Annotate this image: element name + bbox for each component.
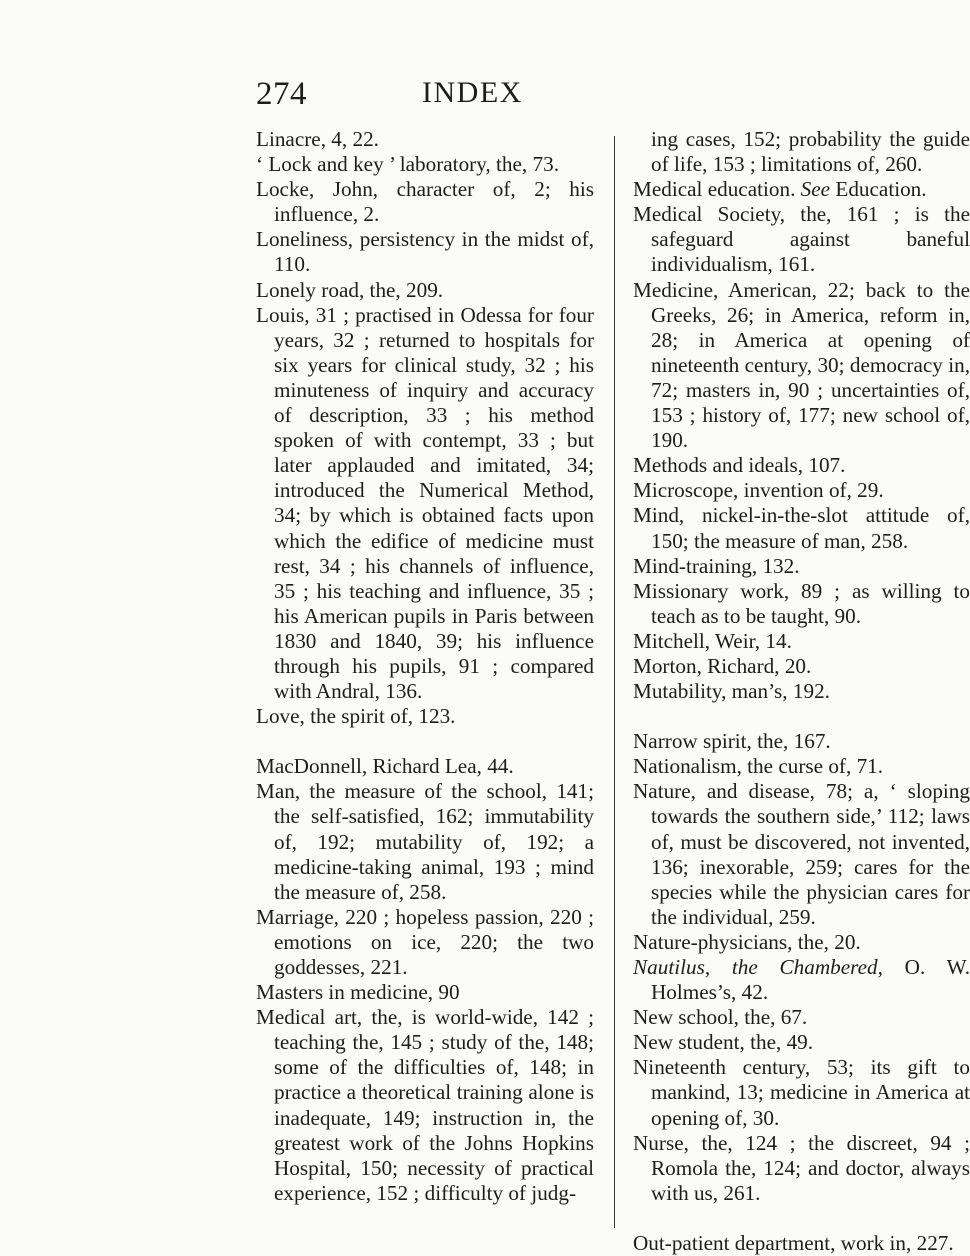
index-entry: Nationalism, the curse of, 71.: [633, 754, 884, 779]
index-entry: MacDonnell, Richard Lea, 44.: [256, 754, 514, 779]
index-entry: Nature, and disease, 78; a, ‘ sloping towards the southern side,’ 112; laws of, must be discovered, not invented, 136; inexorable, 259; cares for the species while the physician cares for the individual, 259.: [633, 779, 970, 929]
index-entry: Louis, 31 ; practised in Odessa for four years, 32 ; returned to hospitals for six years for clinical study, 32 ; his minuteness of inquiry and accuracy of description, 33 ; his method spoken of with contempt, 33 ; but later applauded and imitated, 34; introduced the Numerical Method, 34; by which is obtained facts upon which the edifice of medicine must rest, 34 ; his channels of influence, 35 ; his teaching and influence, 35 ; his American pupils in Paris between 1830 and 1840, 39; his influence through his pupils, 91 ; compared with Andral, 136.: [256, 302, 594, 704]
index-entry: Linacre, 4, 22.: [256, 127, 379, 151]
index-entry: New school, the, 67.: [633, 1005, 808, 1030]
index-entry: Mitchell, Weir, 14.: [633, 628, 792, 653]
index-entry: Nature-physicians, the, 20.: [633, 929, 861, 954]
index-entry: Man, the measure of the school, 141; the self-satisfied, 162; immutability of, 192; mutability of, 192; a medicine-taking animal, 193 ; mind the measure of, 258.: [256, 779, 594, 904]
index-entry: Marriage, 220 ; hopeless passion, 220 ; emotions on ice, 220; the two goddesses, 221.: [256, 904, 594, 979]
index-entry-pre: Medical education.: [633, 177, 801, 202]
index-entry: [633, 177, 970, 202]
index-entry: Missionary work, 89 ; as willing to teach as to be taught, 90.: [633, 578, 970, 628]
index-entry: Medical Society, the, 161 ; is the safeguard against baneful individualism, 161.: [633, 202, 970, 277]
index-entry: Loneliness, persistency in the midst of, 110.: [256, 227, 594, 277]
index-entry-italic: See: [800, 177, 831, 202]
index-entry: Morton, Richard, 20.: [633, 653, 812, 678]
index-column-left: [256, 127, 594, 1206]
index-entry: ing cases, 152; probability the guide of life, 153 ; limitations of, 260.: [651, 127, 970, 177]
index-entry: ‘ Lock and key ’ laboratory, the, 73.: [256, 152, 559, 177]
index-entry: Narrow spirit, the, 167.: [633, 729, 831, 754]
index-entry: Nineteenth century, 53; its gift to mankind, 13; medicine in America at opening of, 30.: [633, 1055, 970, 1130]
page-title: INDEX: [422, 76, 523, 109]
index-entry: Out-patient department, work in, 227.: [633, 1230, 954, 1255]
index-entry: Mind-training, 132.: [633, 553, 800, 578]
index-entry: New student, the, 49.: [633, 1030, 814, 1055]
index-entry: [633, 955, 970, 1005]
index-entry: Medicine, American, 22; back to the Greeks, 26; in America, reform in, 28; in America at opening of nineteenth century, 30; democracy in, 72; masters in, 90 ; uncertainties of, 153 ; history of, 177; new school of, 190.: [633, 277, 970, 453]
index-entry: Mutability, man’s, 192.: [633, 679, 830, 704]
index-entry-post: O. W. Holmes’s, 42.: [651, 955, 970, 1005]
index-entry: Masters in medicine, 90: [256, 980, 460, 1005]
index-entry: Microscope, invention of, 29.: [633, 478, 884, 503]
column-divider: [614, 136, 615, 1228]
index-entry: Lonely road, the, 209.: [256, 277, 444, 302]
page-header: [0, 76, 800, 116]
index-entry: Medical art, the, is world-wide, 142 ; teaching the, 145 ; study of the, 148; some of the difficulties of, 148; in practice a theoretical training alone is inadequate, 149; instruction in, the greatest work of the Johns Hopkins Hospital, 150; necessity of practical experience, 152 ; difficulty of judg-: [256, 1005, 594, 1205]
index-entry-italic: Nautilus, the Chambered,: [633, 955, 883, 979]
index-entry: Love, the spirit of, 123.: [256, 704, 456, 729]
index-entry-post: Education.: [830, 177, 927, 202]
page-number: 274: [256, 76, 307, 112]
index-entry: Locke, John, character of, 2; his influence, 2.: [256, 177, 594, 227]
index-entry: Mind, nickel-in-the-slot attitude of, 150; the measure of man, 258.: [633, 503, 970, 553]
index-entry: Nurse, the, 124 ; the discreet, 94 ; Romola the, 124; and doctor, always with us, 261.: [633, 1130, 970, 1205]
index-column-right: [633, 127, 970, 1256]
index-entry: Methods and ideals, 107.: [633, 453, 846, 478]
